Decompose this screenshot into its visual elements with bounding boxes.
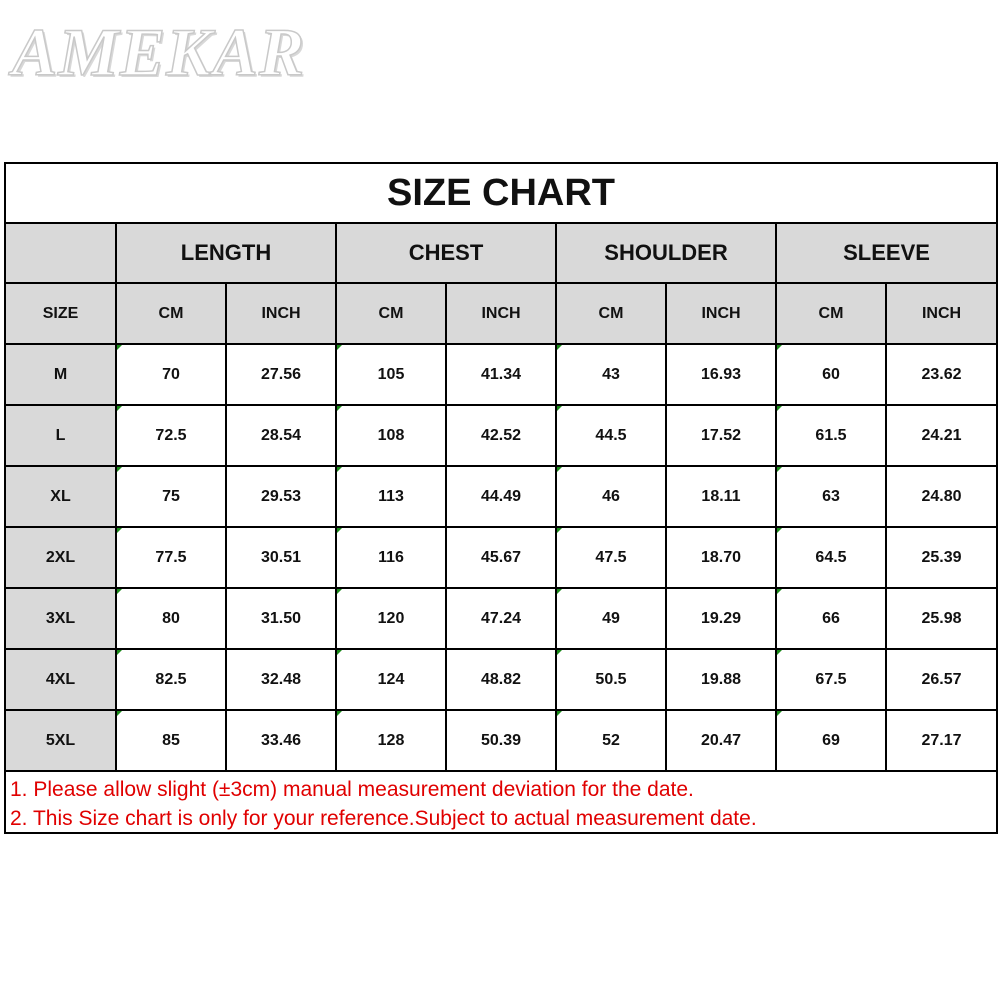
measurement-cell: 47.5 [556, 527, 666, 588]
measurement-cell: 72.5 [116, 405, 226, 466]
measurement-cell: 16.93 [666, 344, 776, 405]
size-label: 5XL [6, 710, 116, 771]
group-header-shoulder: SHOULDER [556, 223, 776, 283]
table-row [6, 527, 996, 588]
measurement-cell: 128 [336, 710, 446, 771]
measurement-cell: 44.5 [556, 405, 666, 466]
measurement-cell: 80 [116, 588, 226, 649]
measurement-cell: 116 [336, 527, 446, 588]
size-label: M [6, 344, 116, 405]
measurement-cell: 48.82 [446, 649, 556, 710]
measurement-cell: 61.5 [776, 405, 886, 466]
measurement-cell: 64.5 [776, 527, 886, 588]
chart-title: SIZE CHART [6, 164, 996, 223]
measurement-cell: 124 [336, 649, 446, 710]
measurement-cell: 82.5 [116, 649, 226, 710]
measurement-cell: 29.53 [226, 466, 336, 527]
measurement-cell: 47.24 [446, 588, 556, 649]
size-label: 2XL [6, 527, 116, 588]
table-row [6, 466, 996, 527]
measurement-cell: 50.5 [556, 649, 666, 710]
measurement-cell: 66 [776, 588, 886, 649]
measurement-cell: 50.39 [446, 710, 556, 771]
unit-header: CM [556, 283, 666, 344]
brand-logo: AMEKAR [12, 14, 306, 90]
measurement-cell: 75 [116, 466, 226, 527]
unit-header-row [6, 283, 996, 344]
measurement-cell: 26.57 [886, 649, 996, 710]
measurement-cell: 20.47 [666, 710, 776, 771]
measurement-cell: 25.98 [886, 588, 996, 649]
measurement-cell: 108 [336, 405, 446, 466]
unit-header: INCH [226, 283, 336, 344]
note-line: 2. This Size chart is only for your reference.Subject to actual measurement date. [10, 807, 757, 830]
measurement-cell: 30.51 [226, 527, 336, 588]
note-line: 1. Please allow slight (±3cm) manual measurement deviation for the date. [10, 778, 694, 801]
measurement-cell: 45.67 [446, 527, 556, 588]
measurement-cell: 25.39 [886, 527, 996, 588]
unit-header: CM [116, 283, 226, 344]
size-table [6, 164, 996, 772]
unit-header: INCH [446, 283, 556, 344]
table-row [6, 344, 996, 405]
table-row [6, 649, 996, 710]
unit-header: CM [776, 283, 886, 344]
group-header-row [6, 223, 996, 283]
measurement-cell: 19.88 [666, 649, 776, 710]
measurement-cell: 113 [336, 466, 446, 527]
measurement-cell: 52 [556, 710, 666, 771]
measurement-cell: 63 [776, 466, 886, 527]
group-header-sleeve: SLEEVE [776, 223, 996, 283]
measurement-cell: 27.17 [886, 710, 996, 771]
measurement-cell: 31.50 [226, 588, 336, 649]
measurement-cell: 60 [776, 344, 886, 405]
measurement-cell: 41.34 [446, 344, 556, 405]
unit-header: INCH [666, 283, 776, 344]
size-label: 3XL [6, 588, 116, 649]
size-label: L [6, 405, 116, 466]
measurement-cell: 27.56 [226, 344, 336, 405]
measurement-cell: 105 [336, 344, 446, 405]
measurement-cell: 19.29 [666, 588, 776, 649]
unit-header: CM [336, 283, 446, 344]
measurement-cell: 24.80 [886, 466, 996, 527]
group-header-chest: CHEST [336, 223, 556, 283]
measurement-cell: 42.52 [446, 405, 556, 466]
measurement-cell: 32.48 [226, 649, 336, 710]
measurement-cell: 43 [556, 344, 666, 405]
size-label: 4XL [6, 649, 116, 710]
measurement-cell: 46 [556, 466, 666, 527]
unit-header: INCH [886, 283, 996, 344]
measurement-cell: 23.62 [886, 344, 996, 405]
measurement-cell: 24.21 [886, 405, 996, 466]
table-row [6, 710, 996, 771]
group-header-length: LENGTH [116, 223, 336, 283]
measurement-cell: 18.11 [666, 466, 776, 527]
measurement-cell: 17.52 [666, 405, 776, 466]
corner-cell [6, 223, 116, 283]
measurement-cell: 44.49 [446, 466, 556, 527]
size-column-header: SIZE [6, 283, 116, 344]
measurement-cell: 70 [116, 344, 226, 405]
measurement-cell: 85 [116, 710, 226, 771]
table-row [6, 588, 996, 649]
measurement-cell: 67.5 [776, 649, 886, 710]
size-chart [4, 162, 998, 834]
measurement-cell: 77.5 [116, 527, 226, 588]
size-label: XL [6, 466, 116, 527]
measurement-cell: 49 [556, 588, 666, 649]
measurement-cell: 33.46 [226, 710, 336, 771]
table-row [6, 405, 996, 466]
measurement-cell: 18.70 [666, 527, 776, 588]
measurement-cell: 28.54 [226, 405, 336, 466]
measurement-cell: 120 [336, 588, 446, 649]
measurement-cell: 69 [776, 710, 886, 771]
notes [6, 772, 996, 833]
